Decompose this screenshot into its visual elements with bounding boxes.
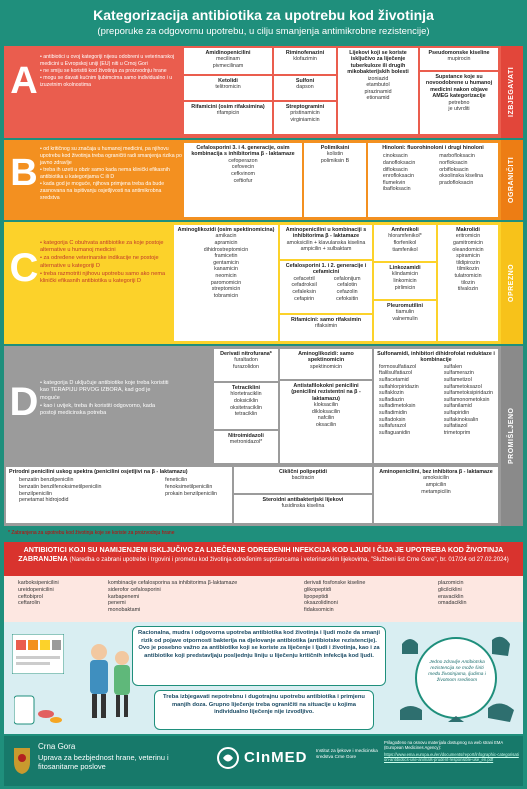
cinmed-logo: CInMED [244, 749, 308, 766]
box-cefalosporini-1-2: Cefalosporini 1. i 2. generacije i cefamicini cefacetril cefadroksil cefaleksin cefapirin cefalonijum cefalotin cefazolin cefoksitin [280, 261, 372, 313]
reserved-col-3: derivati fosfonske kiseline glikopeptidi lipopeptidi oksazolidinoni fidaksomicin [304, 580, 366, 614]
box-rifaksimin: Rifamicini: samo rifaksimin rifaksimin [280, 315, 372, 341]
box-sulfonamidi: Sulfonamidi, inhibitori dihidrofolat reduktaze i kombinacije formosulfatiazol ftalilsulfatiazol sulfacetamid sulfahlorpiridazin sulfaklozin sulfadiazin sulfadimetoksin sulfadimidin sulfadoksin sulfafurazol sulfaguanidin sulfalen sulfamerazin sulfametizol sulfametoksazol sulfametoksipiridazin sulfamonometoksin sulfanilamid sulfapiridin sulfakinoksalin sulfatiazol trimetoprim [374, 349, 498, 463]
page-title: Kategorizacija antibiotika za upotrebu kod životinja [93, 7, 434, 23]
box-pseudomonske: Pseudomonske kiseline mupirocin [420, 48, 498, 70]
box-amfenikoli: Amfenikoli hloramfenikol* florfenikol tiamfenikol [374, 225, 436, 261]
org-country: Crna Gora [38, 742, 76, 751]
coat-of-arms-icon [12, 744, 32, 774]
box-spektinomicin: Aminoglikozidi: samo spektinomicin spektinomicin [280, 349, 372, 379]
cinmed-logo-icon [216, 746, 240, 770]
category-b [4, 140, 523, 220]
letter-c: C [9, 246, 39, 290]
letter-b: B [10, 152, 38, 194]
category-c [4, 222, 523, 344]
box-riminofenazini: Riminofenazini klofazimin [274, 48, 336, 74]
source-text: Prilagođeno na osnovu materijala dostupnog na web strani EMA (European Medicines Agency): [384, 740, 503, 751]
one-health-text: Jedno zdravlje Antibiotska rezistencija se može širiti među životinjama, ljudima i životnom sredinom [428, 660, 486, 683]
box-tuberkuloza: Lijekovi koji se koriste isključivo za liječenje tuberkuloze ili drugih mikobakterijskih bolesti izoniazid etambutol pirazinamid etionamid [338, 48, 418, 134]
pills-icon [14, 686, 64, 726]
box-novoodobrene: Supstance koje su novoodobrene u humanoj medicini nakon objave AMEG kategorizacije petrebno je utvrditi [420, 72, 498, 134]
info-rational-use: Racionalna, mudra i odgovorna upotreba antibiotika kod životinja i ljudi može da smanji rizik od pojave otpornosti bakterija na djelovanje antibiotika (antibiotske rezistencije). Ovo je posebno važno za antibiotike koji se koriste za liječenje i ljudi i životinja, kao i za antibiotike koji predstavljaju posljednju liniju u liječenju kritičnih infekcija kod ljudi. [132, 626, 386, 686]
box-aminopenicilini-inhibitori: Aminopenicilini u kombinaciji s inhibitorima β - laktamaze amoksicilin + klavulanska kiselina ampicilin + sulbaktam [280, 225, 372, 259]
box-cefalosporini-3-4: Cefalosporini 3. i 4. generacije, osim kombinacija s inhibitorima β - laktamaze cefoperazon cefovecin cefkvinom ceftiofur [184, 143, 302, 217]
category-d-description: • kategorija D uključuje antibiotike koje treba koristiti kao TERAPIJU PRVOG IZBORA, kad god je moguće • kao i uvijek, treba ih koristiti odgovorno, kada postoji medicinska potreba [40, 380, 169, 417]
box-pleuromutilini: Pleuromutilini tiamulin valnemulin [374, 301, 436, 341]
box-amidinopenicilini: Amidinopenicilini mecilinam pivmecilinam [184, 48, 272, 74]
box-aminopenicilini-bez: Aminopenicilini, bez inhibitora β - laktamaze amoksicilin ampicilin metampicilin [374, 467, 498, 523]
header [0, 0, 527, 46]
band-ograniciti: OGRANIČITI [501, 140, 523, 220]
letter-a: A [10, 60, 38, 102]
box-hinoloni: Hinoloni: fluorohinoloni i drugi hinoloni cinoksacin danofloksacin difloksacin enrofloksacin flumekvin ibafloksacin marbofloksacin norfloksacin orbifloksacin oksolinska kiselina pradofloksacin [368, 143, 498, 217]
reserved-ref: (Naredba o zabrani upotrebe i trgovini i prometu kod životinja određenim supstancama i veterinarskim lijekovima, "Službeni list Crne Gore", br. 017/24 od 27.02.2024) [69, 557, 509, 563]
box-ciklicni-polipeptidi: Ciklični polipeptidi bacitracin [234, 467, 372, 493]
institute-name: Institut za ljekove i medicinska sredstva Crne Gore [316, 748, 378, 759]
abcd-poster-icon [12, 634, 64, 674]
footnote: * Zabranjena za upotrebu kod životinja koje se koriste za proizvodnju hrane [8, 530, 175, 536]
box-makrolidi: Makrolidi eritromicin gamitromicin oleandomicin spiramicin tildipirozin tilmikozin tulatromicin tilozin tilvalozin [438, 225, 498, 341]
band-promisljeno: PROMIŠLJENO [501, 346, 523, 526]
box-prirodni-penicilini: Prirodni penicilini uskog spektra (penicilini osjetljivi na β - laktamazu) benzatin benzilpenicilin benzatin benzilfenoksimetilpenicilin benzilpenicilin penetamat hidrojodid feneticilin fenoksimetilpenicilin prokain benzilpenicilin [6, 467, 232, 523]
reserved-banner [4, 542, 523, 576]
category-c-description: • kategorija C obuhvata antibiotike za koje postoje alternative u humanoj medicini • za određene veterinarske indikacije ne postoje alternative u kategoriji D • treba razmotriti njihovu upotrebu samo ako nema klinički efikasnih antibiotika u kategoriji D [40, 240, 166, 285]
category-a [4, 46, 523, 138]
info-avoid-use: Treba izbjegavati nepotrebnu i dugotrajnu upotrebu antibiotika i primjenu manjih doza. Grupno liječenje treba ograničiti na situacije u kojima individualno liječenje nije izvodljivo. [154, 690, 374, 730]
box-nitrofurani: Derivati nitrofurana* furaltadon furazolidon [214, 349, 278, 381]
source-url[interactable]: https://www.ema.europa.eu/en/documents/report/infographic-categorisation-antibiotics-use-animals-prudent-responsible-use_en.pdf [384, 752, 519, 763]
category-d [4, 346, 523, 526]
page-subtitle: (preporuke za odgovornu upotrebu, u cilju smanjenja antimikrobne rezistencije) [97, 26, 430, 37]
box-polimiksini: Polimiksini kolistin polimiksin B [304, 143, 366, 217]
category-b-description: • od kritičnog su značaja u humanoj medicini, pa njihovu upotrebu kod životinja treba ograničiti radi smanjenja rizika po javno zdravlje • treba ih uzeti u obzir samo kada nema klinički efikasnih antibiotika u kategorijama C ili D • kada god je moguće, njihova primjena treba da bude zasnovana na ispitivanju osjetljivosti na antimikrobna sredstva [40, 146, 182, 201]
box-ketolidi: Ketolidi telitromicin [184, 76, 272, 100]
box-nitroimidazoli: Nitroimidazoli metronidazol* [214, 431, 278, 463]
box-linkozamidi: Linkozamidi klindamicin linkomicin pirlimicin [374, 263, 436, 299]
box-rifamicini: Rifamicini (osim rifaksimina) rifampicin [184, 102, 272, 134]
box-tetraciklini: Tetraciklini hlortetraciklin doksiciklin oksitetraciklin tetraciklin [214, 383, 278, 429]
box-streptogramini: Streptogramini pristinamicin virginiamicin [274, 102, 336, 134]
box-aminoglikozidi: Aminoglikozidi (osim spektinomicina) amikacin apramicin dihidrostreptomicin framicetin gentamicin kanamicin neomicin paromomicin streptomicin tobramicin [174, 225, 278, 341]
box-sulfoni: Sulfoni dapson [274, 76, 336, 100]
band-izbjegavati: IZBJEGAVATI [501, 46, 523, 138]
band-oprezno: OPREZNO [501, 222, 523, 344]
org-name: Uprava za bezbjednost hrane, veterinu i fitosanitarne poslove [38, 753, 169, 771]
box-antistafilokokni: Antistafilokokni penicilini (penicilini rezistentni na β - laktamazu) kloksacilin dikloksacilin nafcilin oksacilin [280, 381, 372, 463]
reserved-col-4: plazomicin glicilciklini eravaciklin omadaciklin [438, 580, 467, 607]
reserved-list [4, 576, 523, 622]
people-icon [84, 642, 134, 720]
reserved-col-1: karboksipenicilini ureidopenicilini ceftobiprol ceftarolin [18, 580, 59, 607]
category-a-description: • antibiotici u ovoj kategoriji nijesu odobreni u veterinarskoj medicini u Evropskoj uniji (EU) niti u Crnoj Gori • ne smiju se koristiti kod životinja za proizvodnju hrane • mogu se davati kućnim ljubimcima samo individualno i u izuzetnim okolnostima [40, 54, 175, 89]
reserved-col-2: kombinacije cefalosporina sa inhibitorima β-laktamaze siderofor cefalosporini karbapenemi penemi monobaktami [108, 580, 238, 614]
letter-d: D [9, 380, 39, 424]
box-steroidni: Steroidni antibakterijski lijekovi fusidinska kiselina [234, 495, 372, 523]
reserved-title: ANTIBIOTICI KOJI SU NAMIJENJENI ISKLJUČIVO ZA LIJEČENJE ODREĐENIH INFEKCIJA KOD LJUDI I ČIJA JE UPOTREBA KOD ŽIVOTINJA ZABRANJENA [18, 545, 504, 563]
footer [4, 736, 523, 786]
illustration-section [4, 622, 523, 734]
